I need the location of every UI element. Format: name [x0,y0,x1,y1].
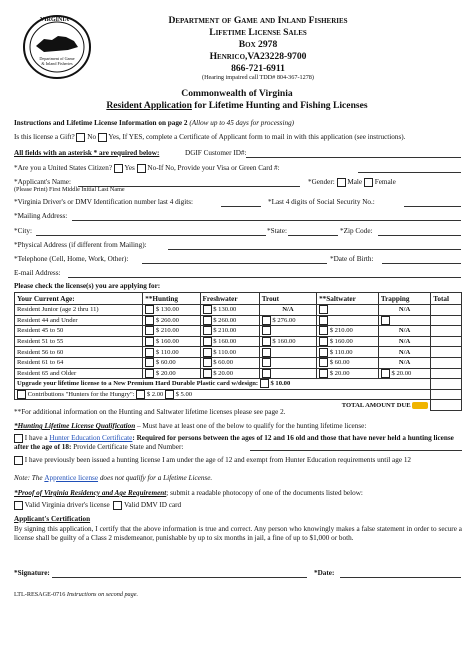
office-name: Lifetime License Sales [209,27,307,38]
certification-heading: Applicant's Certification [14,515,91,523]
dgif-seal [22,14,92,80]
dmv-id-checkbox[interactable] [113,501,122,510]
ssn-field[interactable] [404,206,461,207]
citizen-yes-checkbox[interactable] [114,164,123,173]
previous-license-checkbox[interactable] [14,456,23,465]
checkbox[interactable] [319,305,328,314]
checkbox[interactable] [145,358,154,367]
table-row: Resident 56 to 60 $ 110.00 $ 110.00 $ 110.00 N/A [15,347,462,358]
checkbox[interactable] [145,348,154,357]
processing-note: (Allow up to 45 days for processing) [189,119,295,127]
dmv-label: *Virginia Driver's or DMV Identification number last 4 digits: [14,198,194,206]
checkbox[interactable] [319,316,328,325]
contribution-checkbox-b[interactable] [165,390,174,399]
phone-field[interactable] [142,263,327,264]
title-application: Resident Application for Lifetime Hunting and Fishing Licenses [106,100,368,111]
total-amount-field[interactable] [431,400,462,411]
contribution-row [15,389,462,400]
checkbox[interactable] [262,348,271,357]
gift-question: Is this license a Gift? [14,133,75,142]
upgrade-row [15,379,462,390]
total-label: TOTAL AMOUNT DUE [341,401,411,409]
contribution-label: Contributions "Hunters for the Hungry": [27,391,135,399]
checkbox[interactable] [262,358,271,367]
certification-text: By signing this application, I certify that the above information is true and correct. Any person who knowingly makes a false statement in order to secure a license shall be guilty of a Class 2 misdemeanor, punishable by up to six months in jail, a fine of up to $1,000 or both. [14,525,462,542]
instructions-heading: Instructions and Lifetime License Information on page 2 [14,119,188,127]
physical-label: *Physical Address (if different from Mailing): [14,241,147,249]
checkbox[interactable] [203,358,212,367]
required-note: All fields with an asterisk * are required below: [14,149,160,157]
checkbox[interactable] [262,326,271,335]
hunting-qual-heading: *Hunting Lifetime License Qualification [14,422,136,430]
seal-caption: Department of Game & Inland Fisheries [39,56,75,66]
upgrade-label: Upgrade your lifetime license to a New Premium Hard Durable Plastic card w/design: [17,380,259,388]
checkbox[interactable] [203,326,212,335]
zip-field[interactable] [378,235,461,236]
checkbox[interactable] [145,337,154,346]
checkbox[interactable] [381,369,390,378]
city-address: Henrico,VA23228-9700 [209,51,307,62]
po-box: Box 2978 [238,39,278,50]
checkbox[interactable] [145,305,154,314]
date-field[interactable] [340,577,461,578]
email-field[interactable] [68,277,461,278]
name-hint: (Please Print) First Middle Initial Last Name [14,186,125,193]
fee-footnote: **For additional information on the Hunting and Saltwater lifetime licenses please see page 2. [14,408,286,416]
name-label: *Applicant's Name: [14,178,71,186]
hunter-ed-link[interactable]: Hunter Education Certificate [49,434,133,443]
table-row: Resident 44 and Under $ 260.00 $ 260.00 $ 276.00 [15,315,462,326]
upgrade-price: $ 10.00 [270,380,291,388]
gift-text: If YES, complete a Certificate of Applicant form to mail in with this application (see instructions). [122,133,406,142]
apprentice-license-link[interactable]: Apprentice license [44,474,99,482]
checkbox[interactable] [203,337,212,346]
certificate-field[interactable] [250,450,462,451]
checkbox[interactable] [319,348,328,357]
dob-label: *Date of Birth: [330,255,374,263]
license-fee-table [14,292,462,411]
gift-yes-checkbox[interactable] [98,133,107,142]
residency-heading: *Proof of Virginia Residency and Age Requirement [14,489,167,497]
checkbox[interactable] [203,348,212,357]
contribution-checkbox-2[interactable] [17,390,26,399]
zip-label: *Zip Code: [340,227,373,235]
checkbox[interactable] [319,326,328,335]
checkbox[interactable] [262,337,271,346]
license-check-label: Please check the license(s) you are applying for: [14,282,161,290]
arrow-icon [412,402,428,409]
checkbox[interactable] [319,358,328,367]
mailing-field[interactable] [72,220,461,221]
title-resident: Resident Application [106,100,192,111]
seal-icon [22,14,92,80]
checkbox[interactable] [203,316,212,325]
checkbox[interactable] [145,316,154,325]
date-label: *Date: [314,569,335,577]
state-label: *State: [267,227,287,235]
form-code: LTL-RESAGE-0716 [14,591,66,598]
citizen-no-checkbox[interactable] [137,164,146,173]
dob-field[interactable] [382,263,461,264]
dmv-field[interactable] [221,206,261,207]
checkbox[interactable] [145,369,154,378]
checkbox[interactable] [203,305,212,314]
dept-name: Department of Game and Inland Fisheries [168,15,348,26]
visa-field[interactable] [358,172,461,173]
city-field[interactable] [36,235,266,236]
table-row: Resident Junior (age 2 thru 11) $ 130.00 $ 130.00 N/A N/A [15,305,462,316]
male-checkbox[interactable] [337,178,346,187]
gender-label: *Gender: [308,178,335,187]
female-checkbox[interactable] [364,178,373,187]
footer-note: Instructions on second page. [66,591,139,598]
city-label: *City: [14,227,32,235]
table-row: Resident 65 and Older $ 20.00 $ 20.00 $ 20.00 $ 20.00 [15,368,462,379]
state-field[interactable] [288,235,338,236]
table-row: Resident 51 to 55 $ 160.00 $ 160.00 $ 160.00 $ 160.00 N/A [15,336,462,347]
checkbox[interactable] [319,369,328,378]
gift-no-checkbox[interactable] [76,133,85,142]
table-row: Resident 61 to 64 $ 60.00 $ 60.00 $ 60.00 N/A [15,357,462,368]
upgrade-checkbox[interactable] [260,379,269,388]
previous-license-text: I have previously been issued a hunting license I am under the age of 12 and exempt from Hunter Education requirements until age 12 [24,456,412,465]
checkbox[interactable] [145,326,154,335]
physical-field[interactable] [168,249,461,250]
signature-field[interactable] [52,577,307,578]
signature-label: *Signature: [14,569,50,577]
checkbox[interactable] [203,369,212,378]
contribution-price-2: $ 2.00 [146,391,164,399]
checkbox[interactable] [262,316,271,325]
mailing-label: *Mailing Address: [14,212,68,220]
drivers-license-checkbox[interactable] [14,501,23,510]
checkbox[interactable] [262,369,271,378]
citizen-question: *Are you a United States Citizen? [14,164,113,173]
citizen-no-text: No-If No, Provide your Visa or Green Card #: [147,164,280,173]
dgif-id-field[interactable] [246,157,461,158]
ssn-label: *Last 4 digits of Social Security No.: [268,198,375,206]
checkbox[interactable] [381,316,390,325]
phone-label: *Telephone (Cell, Home, Work, Other): [14,255,129,263]
contribution-price-5: $ 5.00 [175,391,193,399]
email-label: E-mail Address: [14,269,61,277]
fee-table-header: Your Current Age: **Hunting Freshwater Trout **Saltwater Trapping Total [15,293,462,305]
tdd-line: (Hearing impaired call TDD# 804-367-1278) [202,74,314,81]
hunter-ed-checkbox[interactable] [14,434,23,443]
phone-number: 866-721-6911 [231,63,285,74]
table-row: Resident 45 to 50 $ 210.00 $ 210.00 $ 210.00 N/A [15,326,462,337]
dgif-id-label: DGIF Customer ID#: [185,149,247,157]
seal-title: VIRGINIA [40,17,70,23]
checkbox[interactable] [319,337,328,346]
contribution-checkbox-a[interactable] [136,390,145,399]
title-commonwealth: Commonwealth of Virginia [181,88,293,99]
